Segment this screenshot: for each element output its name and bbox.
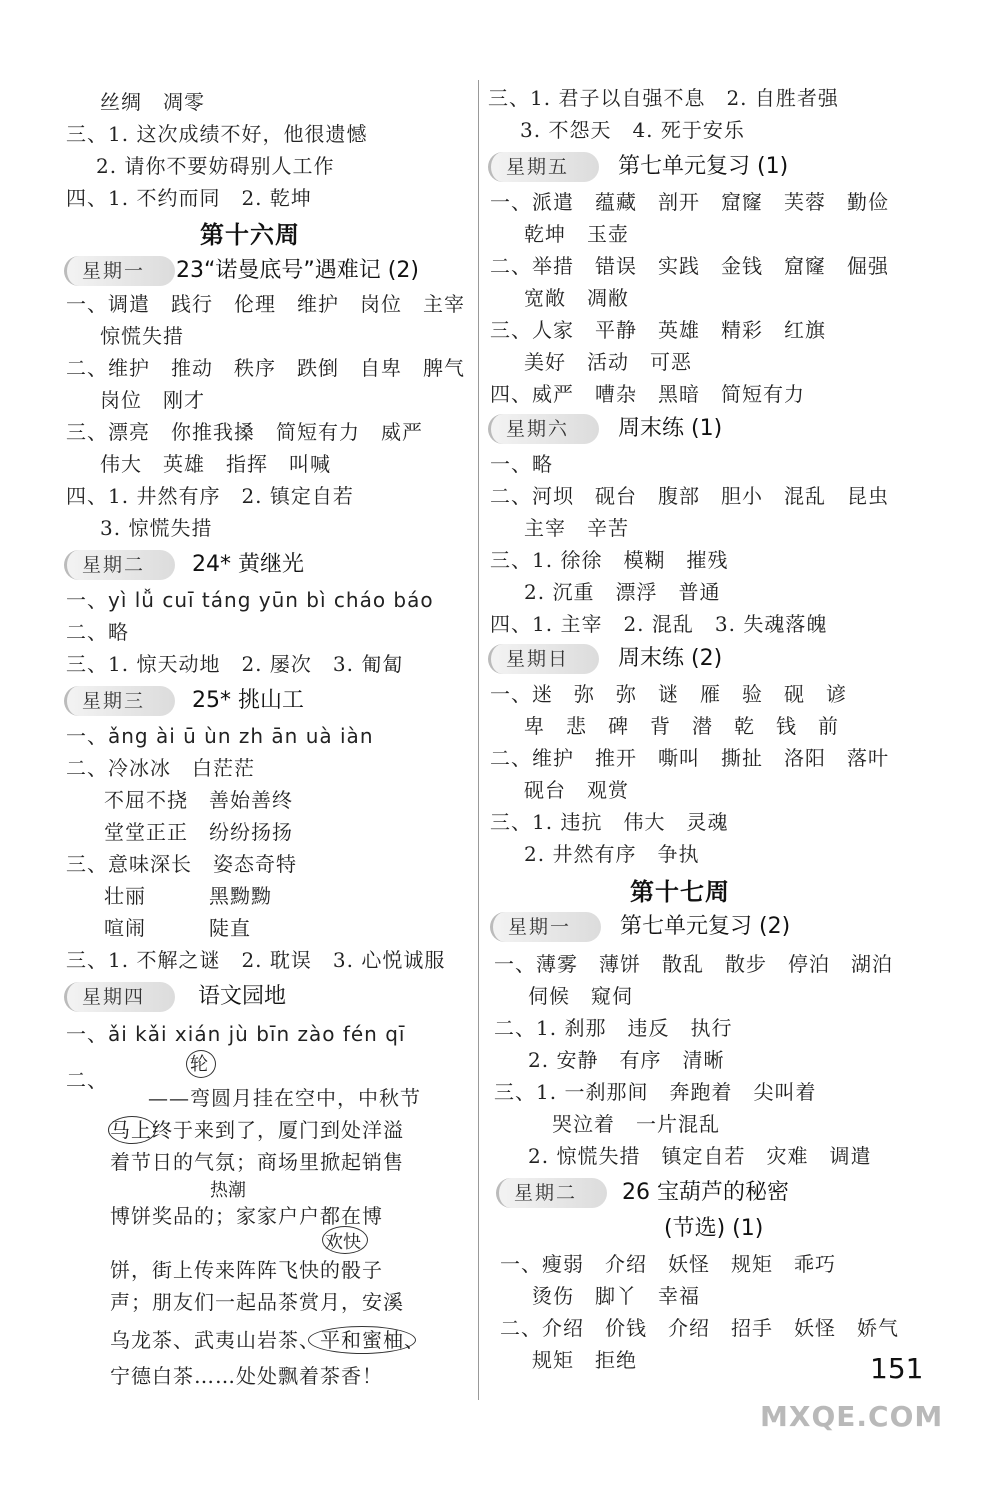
correction-note: 欢快 [325,1232,361,1253]
answer-line: 伟大 英雄 指挥 叫喊 [100,452,331,476]
essay-line: 马上终于来到了，厦门到处洋溢 [110,1118,404,1142]
section-title: 26 宝葫芦的秘密 [622,1180,789,1205]
section-title-continued: (节选) (1) [664,1216,764,1241]
day-label: 星期二 [514,1182,578,1204]
day-label: 星期四 [82,986,146,1008]
answer-line: 2. 惊慌失措 镇定自若 灾难 调遣 [528,1144,872,1168]
answer-line: 堂堂正正 纷纷扬扬 [104,820,293,844]
answer-line: 二、略 [66,620,129,644]
page-number: 151 [870,1352,924,1385]
answer-line: 二、1. 刹那 违反 执行 [494,1016,733,1040]
answer-line: 二、 [66,1068,108,1092]
answer-line: 二、举措 错误 实践 金钱 窟窿 倔强 [490,254,889,278]
answer-line: 三、漂亮 你推我搡 简短有力 威严 [66,420,423,444]
answer-line: 卑 悲 碑 背 潜 乾 钱 前 [524,714,839,738]
answer-line: 2. 请你不要妨碍别人工作 [96,154,335,178]
answer-line: 2. 沉重 漂浮 普通 [524,580,721,604]
day-label: 星期三 [82,690,146,712]
answer-line: 二、维护 推动 秩序 跌倒 自卑 脾气 [66,356,465,380]
answer-line: 乾坤 玉壶 [524,222,629,246]
answer-line: 三、1. 惊天动地 2. 屡次 3. 匍匐 [66,652,404,676]
answer-line: 规矩 拒绝 [532,1348,637,1372]
answer-line: 三、1. 一刹那间 奔跑着 尖叫着 [494,1080,817,1104]
day-label: 星期二 [82,554,146,576]
section-title: 24* 黄继光 [192,552,304,577]
essay-line: 声；朋友们一起品茶赏月，安溪 [110,1290,404,1314]
answer-line: 三、1. 君子以自强不息 2. 自胜者强 [488,86,839,110]
answer-line: 伺候 窥伺 [528,984,633,1008]
day-label: 星期一 [82,260,146,282]
watermark: MXQE.COM [760,1400,944,1433]
answer-line: 三、意味深长 姿态奇特 [66,852,297,876]
essay-line: 饼，街上传来阵阵飞快的骰子 [110,1258,383,1282]
answer-line: 宽敞 凋敝 [524,286,629,310]
answer-line: 壮丽 黑黝黝 [104,884,272,908]
answer-line: 惊慌失措 [100,324,184,348]
answer-line: 一、迷 弥 弥 谜 雁 验 砚 谚 [490,682,847,706]
answer-line: 二、河坝 砚台 腹部 胆小 混乱 昆虫 [490,484,889,508]
answer-line: 三、1. 不解之谜 2. 耽误 3. 心悦诚服 [66,948,446,972]
correction-note: 热潮 [210,1180,246,1201]
essay-line: 宁德白茶……处处飘着茶香！ [110,1364,383,1388]
answer-line: 丝绸 凋零 [100,90,205,114]
answer-line: 一、ǎng ài ū ùn zh ān uà iàn [66,724,374,748]
answer-line: 三、人家 平静 英雄 精彩 红旗 [490,318,826,342]
answer-line: 三、1. 这次成绩不好，他很遗憾 [66,122,368,146]
answer-line: 一、ǎi kǎi xián jù bīn zào fén qī [66,1022,406,1046]
essay-line: ——弯圆月挂在空中，中秋节 [148,1086,421,1110]
answer-line: 美好 活动 可恶 [524,350,692,374]
answer-line: 一、略 [490,452,553,476]
day-label: 星期六 [506,418,570,440]
answer-line: 四、1. 井然有序 2. 镇定自若 [66,484,354,508]
section-title: 23“诺曼底号”遇难记 (2) [176,258,419,283]
answer-line: 3. 惊慌失措 [100,516,213,540]
column-divider [478,80,479,1400]
day-label: 星期一 [508,916,572,938]
answer-line: 岗位 刚才 [100,388,205,412]
section-title: 第七单元复习 (1) [618,154,789,179]
section-title: 第七单元复习 (2) [620,914,791,939]
answer-line: 不屈不挠 善始善终 [104,788,293,812]
answer-line: 3. 不怨天 4. 死于安乐 [520,118,745,142]
answer-line: 四、威严 嘈杂 黑暗 简短有力 [490,382,805,406]
answer-line: 二、冷冰冰 白茫茫 [66,756,255,780]
answer-line: 四、1. 主宰 2. 混乱 3. 失魂落魄 [490,612,828,636]
answer-line: 四、1. 不约而同 2. 乾坤 [66,186,312,210]
essay-line: 博饼奖品的；家家户户都在博 [110,1204,383,1228]
week-heading-17: 第十七周 [630,878,730,906]
answer-line: 三、1. 徐徐 模糊 摧残 [490,548,729,572]
answer-line: 烫伤 脚丫 幸福 [532,1284,700,1308]
day-label: 星期日 [506,648,570,670]
answer-line: 2. 井然有序 争执 [524,842,700,866]
section-title: 周末练 (1) [618,416,723,441]
answer-line: 喧闹 陡直 [104,916,251,940]
answer-line: 2. 安静 有序 清晰 [528,1048,725,1072]
section-title: 周末练 (2) [618,646,723,671]
answer-line: 一、薄雾 薄饼 散乱 散步 停泊 湖泊 [494,952,893,976]
answer-line: 二、维护 推开 嘶叫 撕扯 洛阳 落叶 [490,746,889,770]
answer-line: 二、介绍 价钱 介绍 招手 妖怪 娇气 [500,1316,899,1340]
week-heading-16: 第十六周 [200,221,300,249]
essay-line: 着节日的气氛；商场里掀起销售 [110,1150,404,1174]
answer-line: 哭泣着 一片混乱 [552,1112,720,1136]
essay-line: 乌龙茶、武夷山岩茶、平和蜜柚、 [110,1328,425,1352]
answer-line: 一、yì lǚ cuī táng yūn bì cháo báo [66,588,434,612]
answer-line: 一、派遣 蕴藏 剖开 窟窿 芙蓉 勤俭 [490,190,889,214]
answer-line: 一、瘦弱 介绍 妖怪 规矩 乖巧 [500,1252,836,1276]
correction-note: 轮 [190,1054,208,1075]
answer-line: 主宰 辛苦 [524,516,629,540]
answer-line: 三、1. 违抗 伟大 灵魂 [490,810,729,834]
section-title: 语文园地 [198,984,287,1009]
answer-line: 一、调遣 践行 伦理 维护 岗位 主宰 [66,292,465,316]
answer-line: 砚台 观赏 [524,778,629,802]
day-label: 星期五 [506,156,570,178]
section-title: 25* 挑山工 [192,688,304,713]
